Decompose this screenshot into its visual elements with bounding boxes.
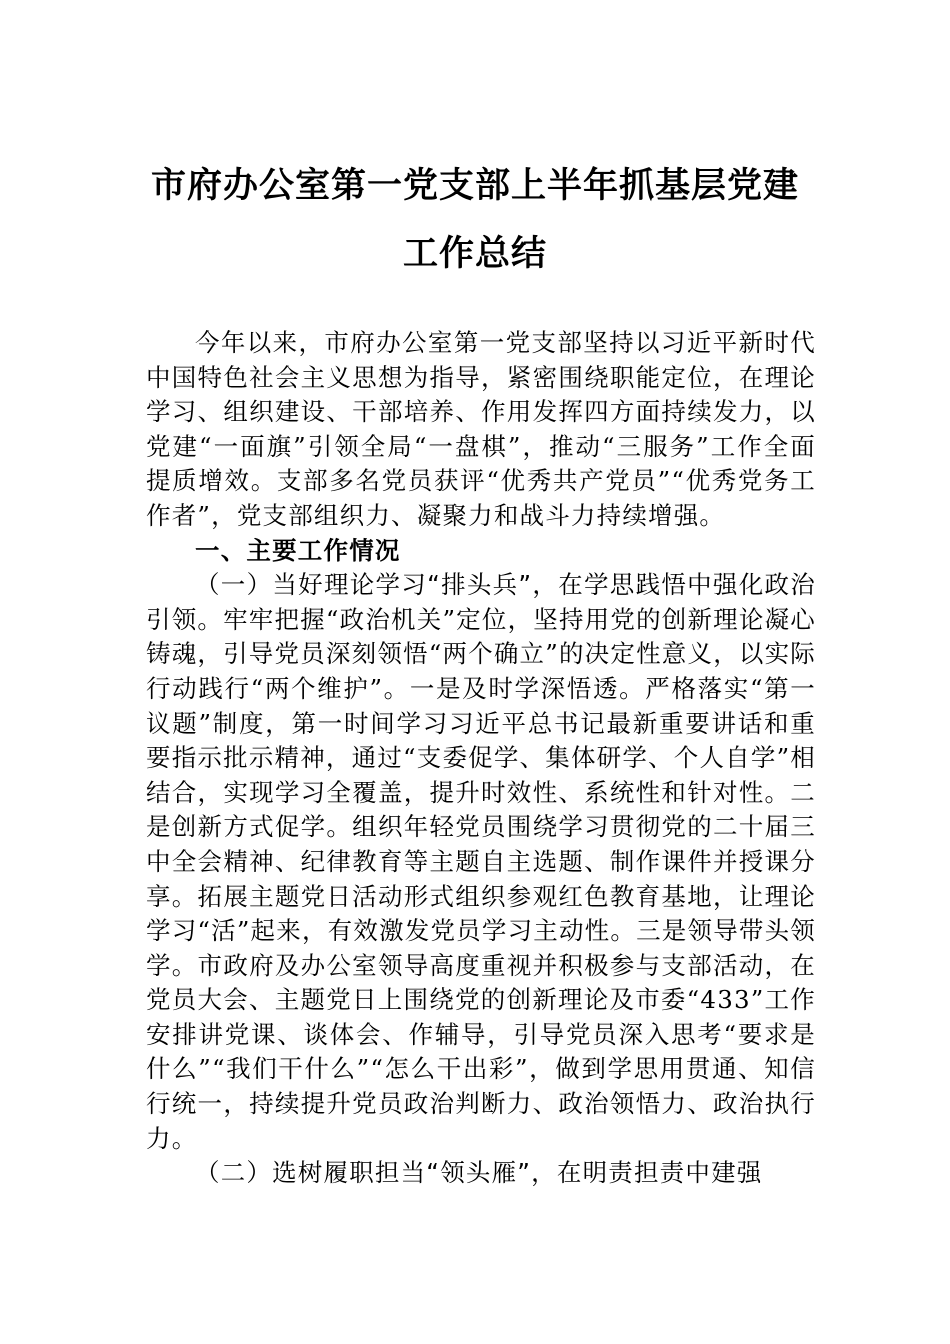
subsection-2-paragraph bbox=[146, 1156, 816, 1191]
document-title-line-1: 市府办公室第一党支部上半年抓基层党建 bbox=[150, 165, 799, 206]
document-body bbox=[146, 326, 816, 1191]
subsection-1-lead: （一）当好理论学习“排头兵”，在学思践悟中强化政治引领。 bbox=[146, 570, 816, 634]
document-title-line-2: 工作总结 bbox=[402, 233, 547, 274]
subsection-1-paragraph bbox=[146, 568, 816, 1156]
intro-paragraph: 今年以来，市府办公室第一党支部坚持以习近平新时代中国特色社会主义思想为指导，紧密围绕职能定位，在理论学习、组织建设、干部培养、作用发挥四方面持续发力，以党建“一面旗”引领全局“一盘棋”，推动“三服务”工作全面提质增效。支部多名党员获评“优秀共产党员”“优秀党务工作者”，党支部组织力、凝聚力和战斗力持续增强。 bbox=[146, 328, 816, 530]
subsection-1-body: 牢牢把握“政治机关”定位，坚持用党的创新理论凝心铸魂，引导党员深刻领悟“两个确立”的决定性意义，以实际行动践行“两个维护”。一是及时学深悟透。严格落实“第一议题”制度，第一时间学习习近平总书记最新重要讲话和重要指示批示精神，通过“支委促学、集体研学、个人自学”相结合，实现学习全覆盖，提升时效性、系统性和针对性。二是创新方式促学。组织年轻党员围绕学习贯彻党的二十届三中全会精神、纪律教育等主题自主选题、制作课件并授课分享。拓展主题党日活动形式组织参观红色教育基地，让理论学习“活”起来，有效激发党员学习主动性。三是领导带头领学。市政府及办公室领导高度重视并积极参与支部活动，在党员大会、主题党日上围绕党的创新理论及市委“433”工作安排讲党课、谈体会、作辅导，引导党员深入思考“要求是什么”“我们干什么”“怎么干出彩”，做到学思用贯通、知信行统一，持续提升党员政治判断力、政治领悟力、政治执行力。 bbox=[146, 604, 816, 1153]
section-heading-main-work: 一、主要工作情况 bbox=[195, 535, 401, 565]
subsection-2-lead: （二）选树履职担当“领头雁”，在明责担责中建强 bbox=[195, 1158, 763, 1188]
